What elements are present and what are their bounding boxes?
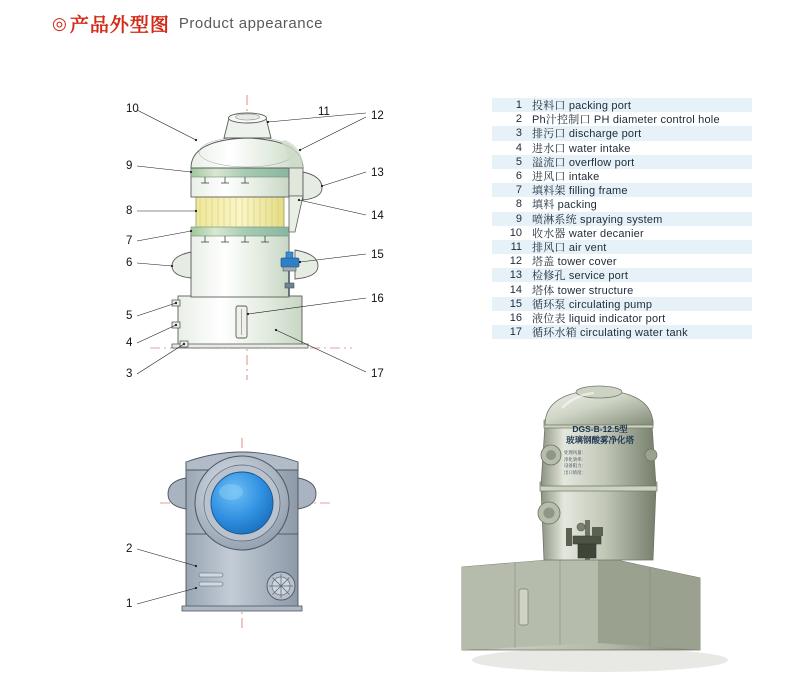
title-chinese: 产品外型图 xyxy=(69,15,170,36)
legend-number: 15 xyxy=(509,297,522,310)
photo-spec-list xyxy=(564,450,636,476)
legend-label: 循环泵 circulating pump xyxy=(532,298,653,311)
legend-number: 4 xyxy=(515,141,522,154)
legend-label: 填料 packing xyxy=(532,199,597,212)
callout-8: 8 xyxy=(126,205,133,217)
legend-number: 13 xyxy=(509,269,522,282)
photo-spec-line-3: 设备阻力： xyxy=(564,463,586,469)
legend-label: Ph汁控制口 PH diameter control hole xyxy=(532,114,720,127)
legend-number: 11 xyxy=(510,240,522,253)
callout-10: 10 xyxy=(126,103,139,115)
legend-label: 收水器 water decanier xyxy=(532,227,644,240)
legend-number: 1 xyxy=(515,99,522,112)
legend-label: 进风口 intake xyxy=(532,171,600,184)
legend-number: 17 xyxy=(509,326,522,339)
callout-15: 15 xyxy=(371,249,384,261)
legend-label: 喷淋系统 spraying system xyxy=(532,213,663,226)
legend-number: 5 xyxy=(515,155,522,168)
photo-spec-line-4: 出口浓度： xyxy=(564,469,586,475)
side-view-drawing xyxy=(137,438,330,630)
photo-model-label xyxy=(558,424,642,445)
photo-spec-line-1: 处理风量： xyxy=(564,450,586,455)
callout-5: 5 xyxy=(126,310,133,322)
legend-label: 塔体 tower structure xyxy=(532,284,634,297)
legend-number: 6 xyxy=(515,170,522,183)
legend-label: 进水口 water intake xyxy=(532,142,631,155)
photo-model-line1: DGS-B-12.5型 xyxy=(572,424,628,434)
photo-spec-line-2: 净化效率： xyxy=(564,456,586,462)
callout-6: 6 xyxy=(126,257,133,269)
legend-label: 检修孔 service port xyxy=(532,270,629,283)
callout-17: 17 xyxy=(371,368,384,380)
callout-7: 7 xyxy=(126,235,133,247)
bullet-icon: ◎ xyxy=(52,14,67,33)
legend-label: 塔盖 tower cover xyxy=(532,256,617,269)
legend-number: 2 xyxy=(515,113,522,126)
callout-14: 14 xyxy=(371,210,384,222)
legend-label: 液位表 liquid indicator port xyxy=(532,312,666,325)
callout-12: 12 xyxy=(371,110,384,122)
callout-13: 13 xyxy=(371,167,384,179)
legend-label: 溢流口 overflow port xyxy=(532,156,635,169)
legend-number: 7 xyxy=(515,184,522,197)
title-english: Product appearance xyxy=(178,15,323,32)
legend-number: 8 xyxy=(515,198,522,211)
legend-number: 16 xyxy=(509,311,522,324)
callout-9: 9 xyxy=(126,160,133,172)
callout-4: 4 xyxy=(126,337,133,349)
front-view-drawing xyxy=(137,95,366,380)
callout-1: 1 xyxy=(126,598,133,610)
legend-label: 循环水箱 circulating water tank xyxy=(532,327,688,340)
legend-number: 9 xyxy=(515,212,522,225)
legend-label: 排风口 air vent xyxy=(532,241,607,254)
callout-2: 2 xyxy=(126,543,133,555)
photo-model-line2: 玻璃钢酸雾净化塔 xyxy=(565,434,634,445)
legend-number: 12 xyxy=(509,255,522,268)
legend-label: 排污口 discharge port xyxy=(532,128,642,141)
legend-label: 填料架 filling frame xyxy=(532,185,628,198)
callout-16: 16 xyxy=(371,293,384,305)
legend-label: 投料口 packing port xyxy=(532,100,632,113)
callout-11: 11 xyxy=(318,106,330,118)
callout-3: 3 xyxy=(126,368,133,380)
legend-number: 10 xyxy=(509,226,522,239)
legend-number: 14 xyxy=(509,283,522,296)
legend-number: 3 xyxy=(515,127,522,140)
